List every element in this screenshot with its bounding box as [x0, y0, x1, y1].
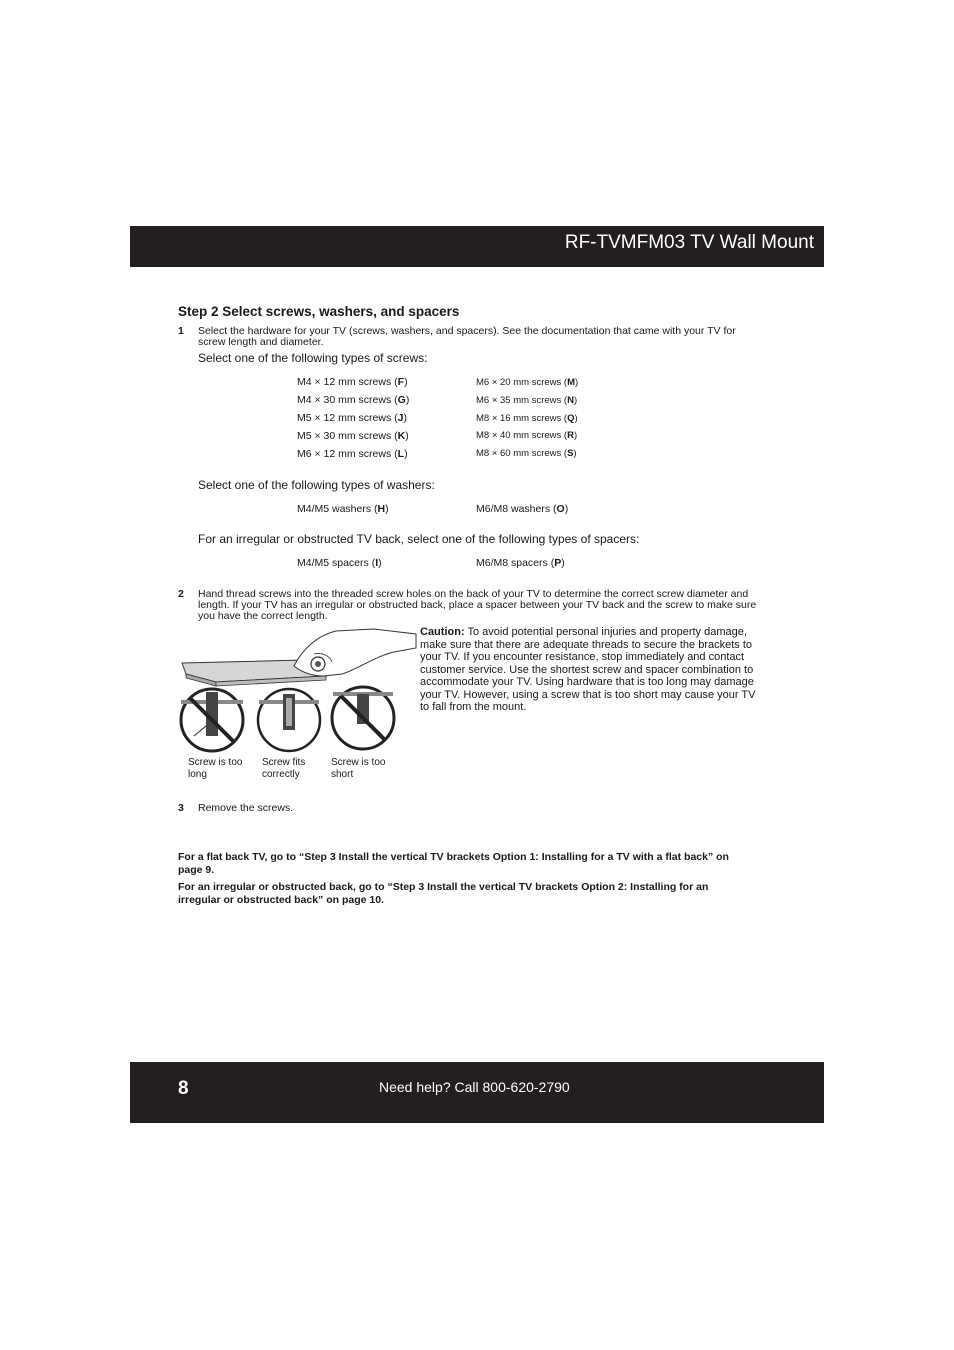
screw-option: M6 × 35 mm screws (N): [476, 395, 578, 406]
figure-label-fits: Screw fits correctly: [262, 757, 306, 780]
too-short-icon: [332, 687, 394, 749]
spacer-option: M4/M5 spacers (I): [297, 557, 382, 569]
spacers-lead: For an irregular or obstructed TV back, select one of the following types of spacers:: [198, 532, 640, 546]
item1-text: Select the hardware for your TV (screws, washers, and spacers). See the documentation that came with your TV for screw length and diameter.: [198, 325, 736, 348]
screw-option: M8 × 40 mm screws (R): [476, 430, 578, 441]
step-title: Step 2 Select screws, washers, and spacers: [178, 304, 460, 319]
item3-text: Remove the screws.: [198, 802, 294, 814]
footer-bar: [130, 1062, 824, 1123]
figure-label-too-long: Screw is too long: [188, 757, 243, 780]
screw-option: M4 × 12 mm screws (F): [297, 376, 408, 388]
help-line: Need help? Call 800-620-2790: [379, 1079, 570, 1095]
screw-option: M6 × 12 mm screws (L): [297, 448, 408, 460]
header-bar: [130, 226, 824, 267]
screw-option: M8 × 16 mm screws (Q): [476, 413, 578, 424]
washer-option: M4/M5 washers (H): [297, 503, 389, 515]
spacer-option: M6/M8 spacers (P): [476, 557, 565, 569]
flat-back-note: For a flat back TV, go to “Step 3 Install the vertical TV brackets Option 1: Installing for a TV with a flat back” on page 9.: [178, 851, 729, 876]
screws-lead: Select one of the following types of screws:: [198, 351, 428, 365]
figure-label-too-short: Screw is too short: [331, 757, 386, 780]
screw-option: M6 × 20 mm screws (M): [476, 377, 579, 388]
screw-option: M8 × 60 mm screws (S): [476, 448, 577, 459]
caution-label: Caution:: [420, 626, 465, 638]
screw-option: M4 × 30 mm screws (G): [297, 394, 410, 406]
caution-text: To avoid potential personal injuries and property damage, make sure that there are adequate threads to secure the brackets to your TV. If you encounter resistance, stop immediately and contact customer service. Use the shortest screw and spacer combination to accommodate your TV. Using hardware that is too long may damage your TV. However, using a screw that is too short may cause your TV to fall from the mount.: [420, 626, 756, 713]
irregular-back-note: For an irregular or obstructed back, go to “Step 3 Install the vertical TV brackets Option 2: Installing for an irregular or obstructed back” on page 10.: [178, 881, 709, 906]
caution-note: [420, 626, 760, 714]
document-title: RF-TVMFM03 TV Wall Mount: [564, 232, 814, 253]
screw-option: M5 × 30 mm screws (K): [297, 430, 409, 442]
washer-option: M6/M8 washers (O): [476, 503, 569, 515]
too-long-icon: [181, 689, 243, 751]
page-number: 8: [178, 1078, 189, 1099]
fits-correctly-icon: [258, 689, 320, 751]
step-number-2: 2: [178, 588, 184, 600]
item2-text: Hand thread screws into the threaded screw holes on the back of your TV to determine the correct screw diameter and length. If your TV has an irregular or obstructed back, place a spacer between your TV back and the screw to make sure you have the correct length.: [198, 588, 757, 622]
washers-lead: Select one of the following types of washers:: [198, 478, 435, 492]
screw-length-illustration: [176, 626, 420, 756]
step-number-1: 1: [178, 325, 184, 337]
step-number-3: 3: [178, 802, 184, 814]
screw-option: M5 × 12 mm screws (J): [297, 412, 407, 424]
